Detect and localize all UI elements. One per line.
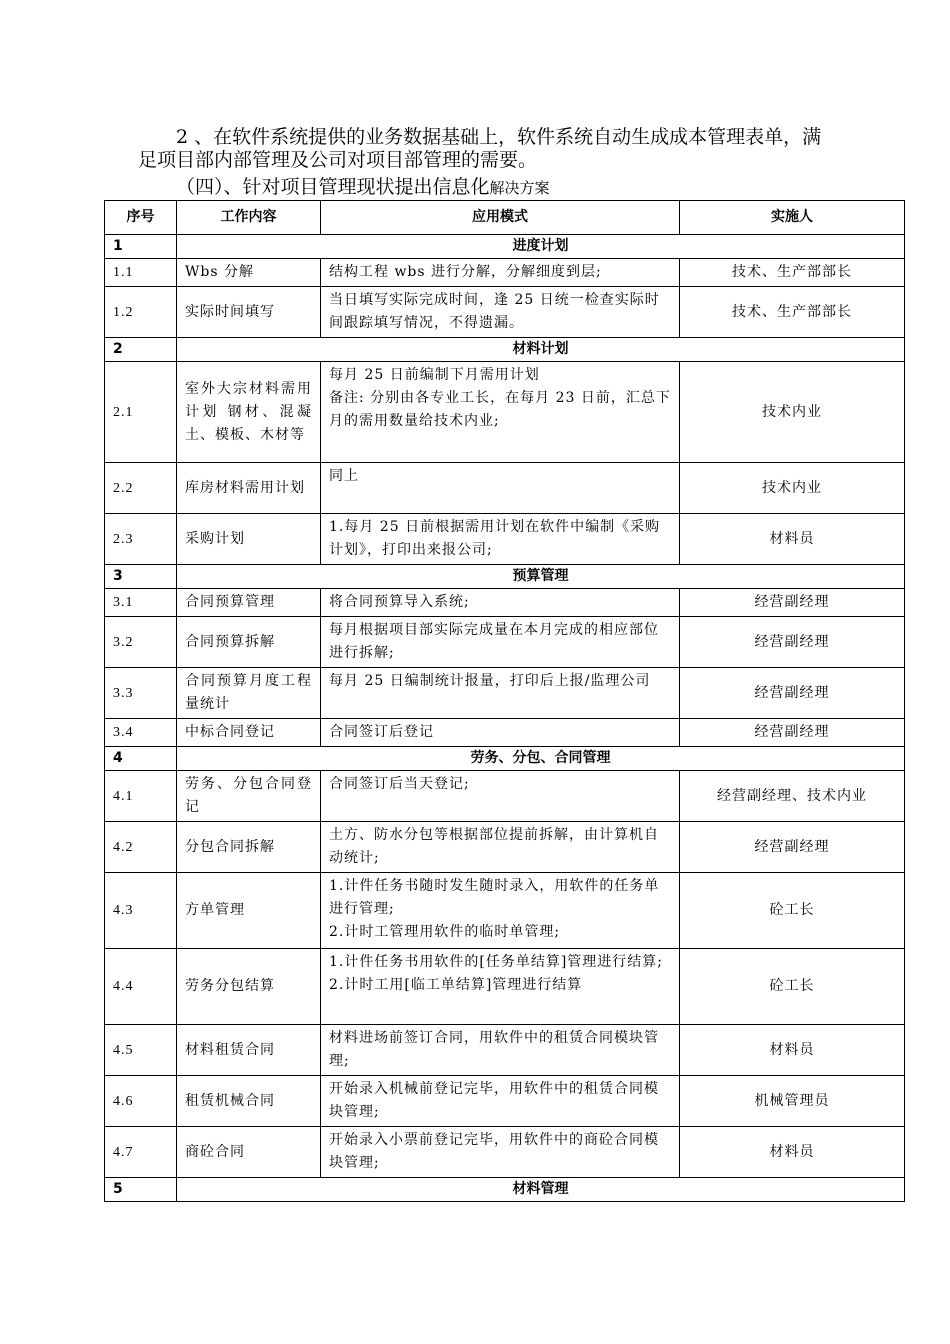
table-row [105, 668, 905, 719]
table-row [105, 822, 905, 873]
table-row [105, 873, 905, 949]
implementer: 技术内业 [680, 362, 905, 463]
table-row [105, 463, 905, 514]
row-number: 3.1 [105, 589, 177, 617]
table-row [105, 1076, 905, 1127]
work-content: 劳务分包结算 [177, 949, 321, 1025]
header-seq: 序号 [105, 201, 177, 235]
section-number: 4 [105, 747, 177, 771]
implementer: 技术、生产部部长 [680, 287, 905, 338]
heading-tail: 解决方案 [489, 179, 550, 197]
implementer: 经营副经理、技术内业 [680, 771, 905, 822]
implementer: 经营副经理 [680, 822, 905, 873]
header-person: 实施人 [680, 201, 905, 235]
mode-line: 每月 25 日编制统计报量，打印后上报/监理公司 [329, 673, 651, 689]
row-number: 4.5 [105, 1025, 177, 1076]
application-mode [321, 668, 680, 719]
intro-paragraph: 2 、在软件系统提供的业务数据基础上，软件系统自动生成成本管理表单，满足项目部内部管理及公司对项目部管理的需要。 [138, 126, 822, 171]
application-mode [321, 463, 680, 514]
section-title: 材料计划 [177, 338, 905, 362]
section-number: 1 [105, 235, 177, 259]
header-mode: 应用模式 [321, 201, 680, 235]
mode-line: 合同签订后登记 [329, 724, 434, 740]
row-number: 1.2 [105, 287, 177, 338]
mode-line: 当日填写实际完成时间，逢 25 日统一检查实际时间跟踪填写情况，不得遗漏。 [329, 292, 660, 331]
row-number: 1.1 [105, 259, 177, 287]
mode-line: 将合同预算导入系统; [329, 594, 470, 610]
table-row [105, 949, 905, 1025]
implementer: 砼工长 [680, 949, 905, 1025]
heading-main: （四）、针对项目管理现状提出信息化 [176, 176, 490, 198]
section-title: 材料管理 [177, 1178, 905, 1202]
application-mode [321, 259, 680, 287]
section-number: 2 [105, 338, 177, 362]
table-row [105, 259, 905, 287]
section-row [105, 747, 905, 771]
table-header-row [105, 201, 905, 235]
implementer: 砼工长 [680, 873, 905, 949]
row-number: 4.6 [105, 1076, 177, 1127]
work-content: 库房材料需用计划 [177, 463, 321, 514]
work-content: 实际时间填写 [177, 287, 321, 338]
row-number: 2.2 [105, 463, 177, 514]
section-row [105, 565, 905, 589]
work-content: 商砼合同 [177, 1127, 321, 1178]
row-number: 2.1 [105, 362, 177, 463]
work-content: 劳务、分包合同登记 [177, 771, 321, 822]
mode-line: 土方、防水分包等根据部位提前拆解，由计算机自动统计; [329, 827, 659, 866]
work-content: 方单管理 [177, 873, 321, 949]
section-number: 3 [105, 565, 177, 589]
section-heading [176, 176, 550, 200]
section-row [105, 1178, 905, 1202]
mode-line: 合同签订后当天登记; [329, 776, 470, 792]
implementer: 经营副经理 [680, 719, 905, 747]
work-content: 室外大宗材料需用计划 钢材、混凝土、模板、木材等 [177, 362, 321, 463]
mode-line: 开始录入小票前登记完毕，用软件中的商砼合同模块管理; [329, 1132, 659, 1171]
row-number: 4.4 [105, 949, 177, 1025]
table-row [105, 589, 905, 617]
solution-table [104, 200, 905, 1202]
mode-line: 1.计件任务书随时发生随时录入，用软件的任务单进行管理; [329, 878, 660, 917]
mode-line: 同上 [329, 468, 359, 484]
work-content: 采购计划 [177, 514, 321, 565]
application-mode [321, 589, 680, 617]
row-number: 3.4 [105, 719, 177, 747]
table-row [105, 287, 905, 338]
mode-line: 1.计件任务书用软件的[任务单结算]管理进行结算; [329, 954, 663, 970]
implementer: 材料员 [680, 514, 905, 565]
table-row [105, 771, 905, 822]
row-number: 4.3 [105, 873, 177, 949]
row-number: 3.3 [105, 668, 177, 719]
section-row [105, 338, 905, 362]
section-row [105, 235, 905, 259]
work-content: 租赁机械合同 [177, 1076, 321, 1127]
mode-line: 材料进场前签订合同，用软件中的租赁合同模块管理; [329, 1030, 659, 1069]
table-body [105, 235, 905, 1202]
application-mode [321, 873, 680, 949]
table-row [105, 617, 905, 668]
implementer: 材料员 [680, 1127, 905, 1178]
application-mode [321, 771, 680, 822]
implementer: 经营副经理 [680, 589, 905, 617]
implementer: 材料员 [680, 1025, 905, 1076]
application-mode [321, 617, 680, 668]
row-number: 4.7 [105, 1127, 177, 1178]
section-title: 劳务、分包、合同管理 [177, 747, 905, 771]
work-content: 材料租赁合同 [177, 1025, 321, 1076]
work-content: 合同预算拆解 [177, 617, 321, 668]
work-content: 合同预算月度工程量统计 [177, 668, 321, 719]
implementer: 经营副经理 [680, 668, 905, 719]
implementer: 技术、生产部部长 [680, 259, 905, 287]
work-content: 分包合同拆解 [177, 822, 321, 873]
table-row [105, 1127, 905, 1178]
section-title: 预算管理 [177, 565, 905, 589]
mode-line: 每月根据项目部实际完成量在本月完成的相应部位进行拆解; [329, 622, 659, 661]
mode-line: 结构工程 wbs 进行分解，分解细度到层; [329, 264, 602, 280]
table-row [105, 1025, 905, 1076]
row-number: 4.2 [105, 822, 177, 873]
mode-line: 开始录入机械前登记完毕，用软件中的租赁合同模块管理; [329, 1081, 659, 1120]
row-number: 4.1 [105, 771, 177, 822]
mode-line: 每月 25 日前编制下月需用计划 [329, 367, 540, 383]
application-mode [321, 822, 680, 873]
table-row [105, 719, 905, 747]
section-title: 进度计划 [177, 235, 905, 259]
application-mode [321, 1025, 680, 1076]
work-content: 合同预算管理 [177, 589, 321, 617]
mode-line: 2.计时工用[临工单结算]管理进行结算 [329, 977, 583, 993]
mode-line: 备注: 分别由各专业工长，在每月 23 日前，汇总下月的需用数量给技术内业; [329, 390, 671, 429]
implementer: 技术内业 [680, 463, 905, 514]
implementer: 经营副经理 [680, 617, 905, 668]
application-mode [321, 949, 680, 1025]
work-content: Wbs 分解 [177, 259, 321, 287]
work-content: 中标合同登记 [177, 719, 321, 747]
application-mode [321, 1127, 680, 1178]
application-mode [321, 287, 680, 338]
application-mode [321, 362, 680, 463]
table-row [105, 514, 905, 565]
mode-line: 2.计时工管理用软件的临时单管理; [329, 924, 561, 940]
implementer: 机械管理员 [680, 1076, 905, 1127]
table-row [105, 362, 905, 463]
header-work: 工作内容 [177, 201, 321, 235]
application-mode [321, 514, 680, 565]
application-mode [321, 719, 680, 747]
row-number: 2.3 [105, 514, 177, 565]
row-number: 3.2 [105, 617, 177, 668]
application-mode [321, 1076, 680, 1127]
section-number: 5 [105, 1178, 177, 1202]
mode-line: 1.每月 25 日前根据需用计划在软件中编制《采购计划》，打印出来报公司; [329, 519, 661, 558]
